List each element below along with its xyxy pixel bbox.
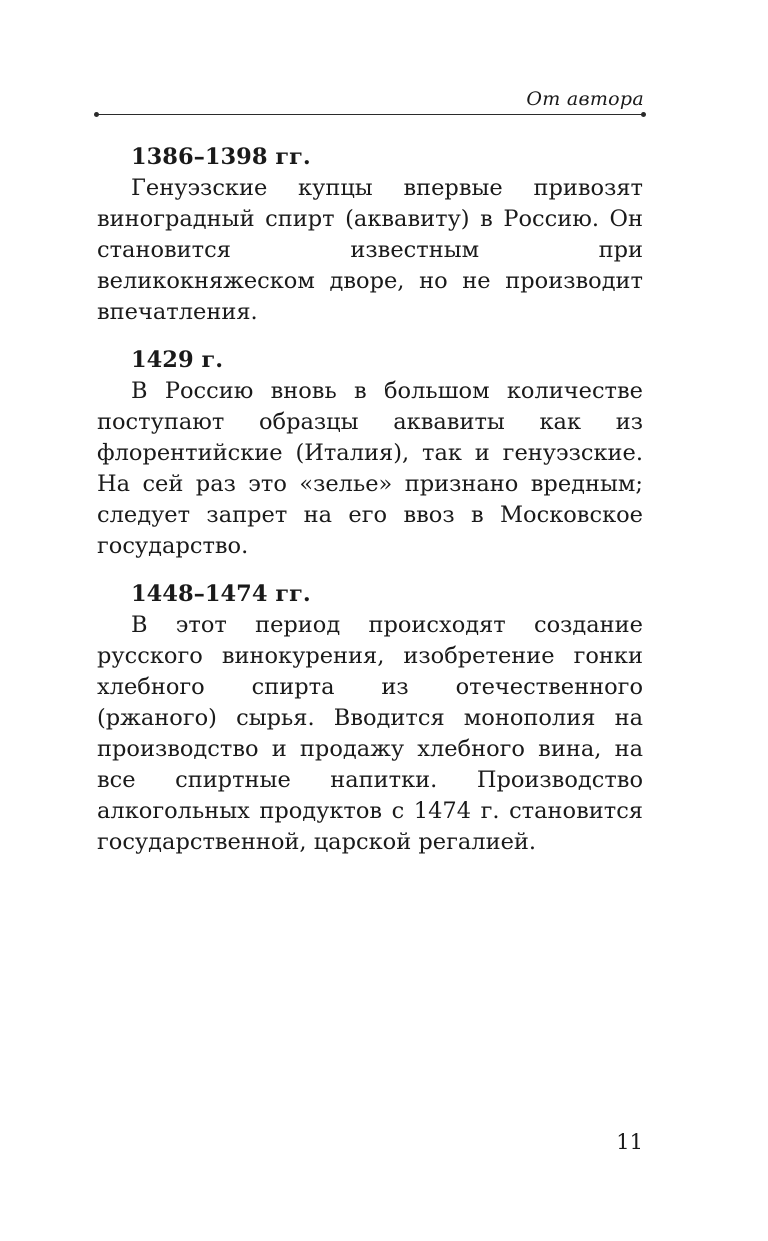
entry-year: 1448–1474 гг. <box>131 581 311 607</box>
entry-text: В Россию вновь в большом количестве поступают образцы аквавиты как из флорентийские (Италия), так и генуэзские. На сей раз это «зелье» признано вредным; следует запрет на его ввоз в Московское государство. <box>97 378 643 559</box>
page-number: 11 <box>616 1130 643 1154</box>
entry-year: 1429 г. <box>131 347 224 373</box>
header-rule <box>97 114 643 115</box>
chronology-entry <box>97 579 643 858</box>
entry-year: 1386–1398 гг. <box>131 144 311 170</box>
entry-text: В этот период происходят создание русского винокурения, изобретение гонки хлебного спирта из отечественного (ржаного) сырья. Вводится монополия на производство и продажу хлебного вина, на все спиртные напитки. Производство алкогольных продуктов с 1474 г. становится государственной, царской регалией. <box>97 612 643 855</box>
running-head: От автора <box>526 88 644 110</box>
chronology-list <box>97 142 643 875</box>
entry-text: Генуэзские купцы впервые привозят виноградный спирт (аквавиту) в Россию. Он становится известным при великокняжеском дворе, но не производит впечатления. <box>97 175 643 325</box>
chronology-entry <box>97 142 643 328</box>
chronology-entry <box>97 345 643 562</box>
